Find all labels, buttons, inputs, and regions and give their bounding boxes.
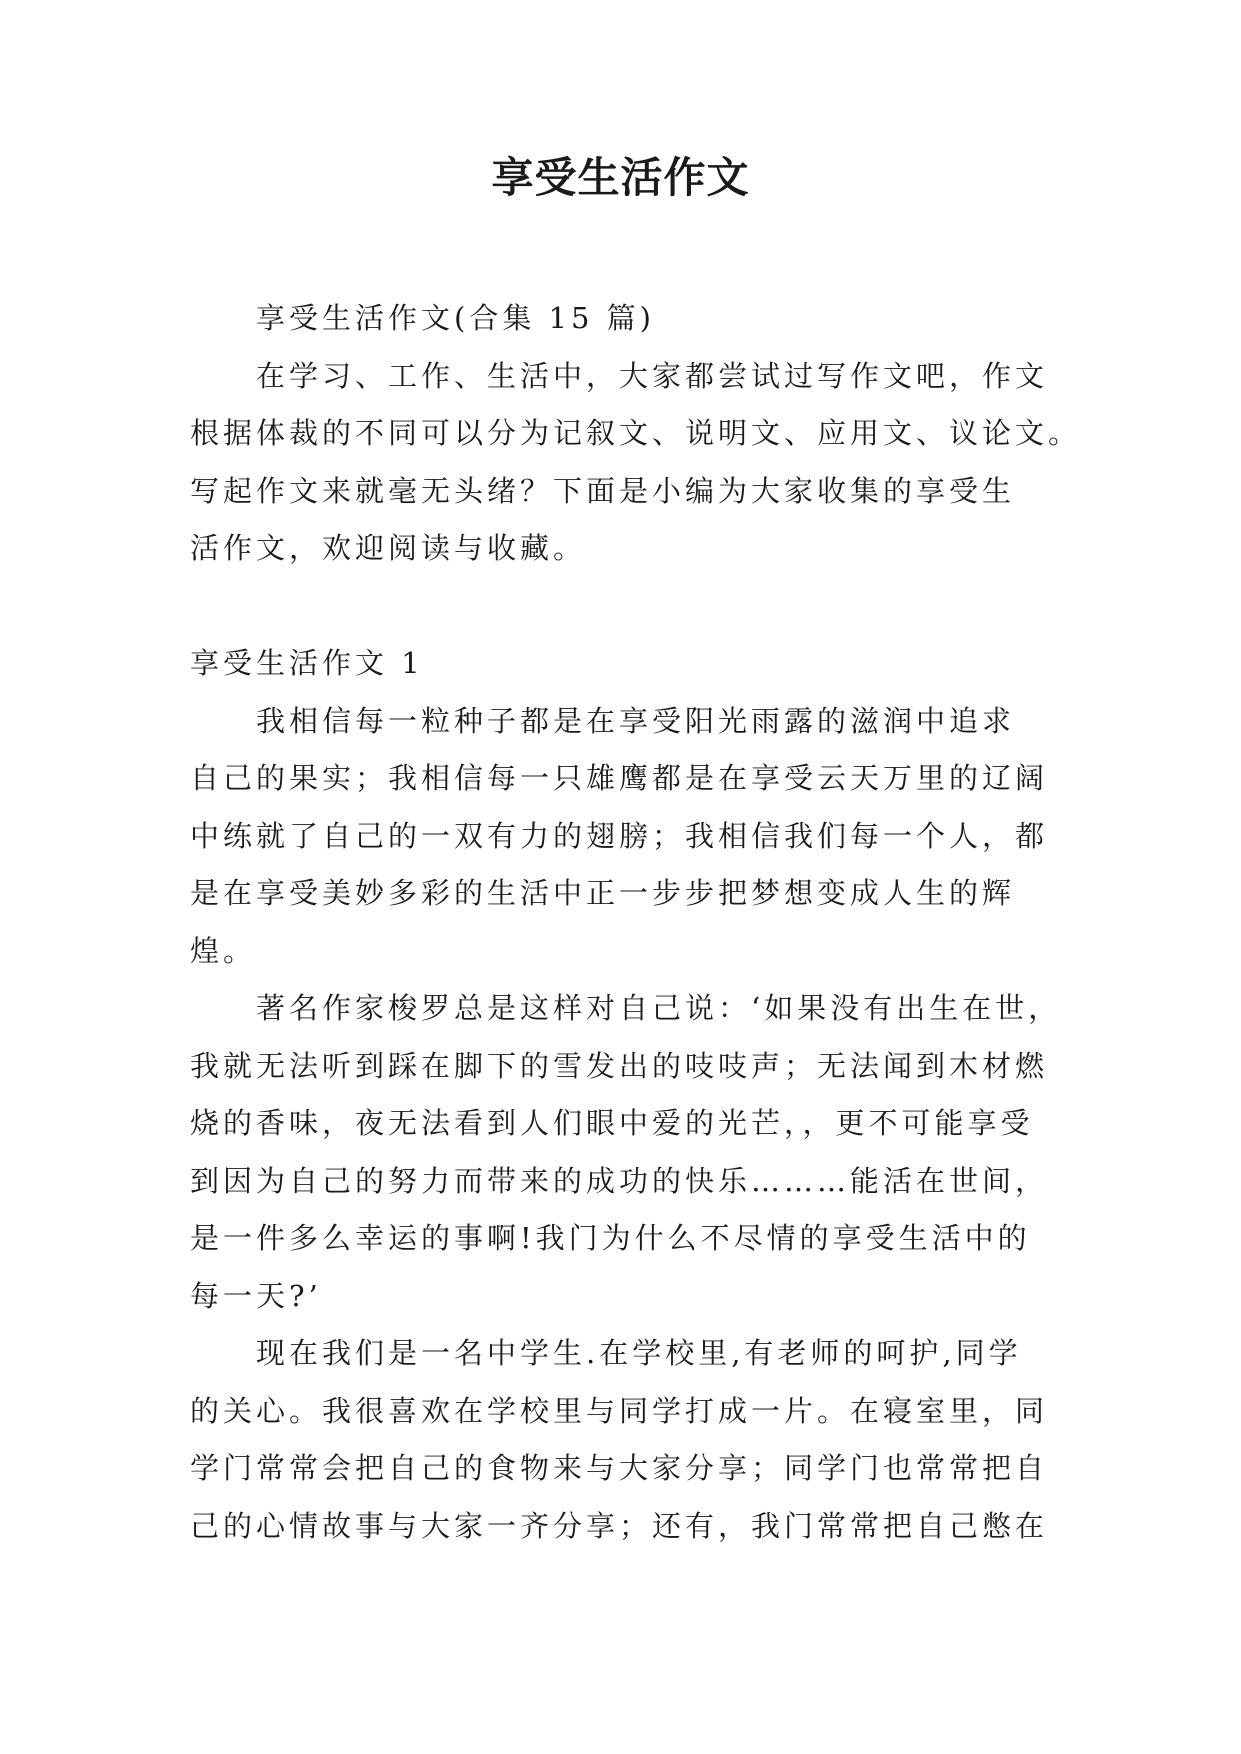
text-line: 到因为自己的努力而带来的成功的快乐………能活在世间， [190, 1163, 1049, 1198]
document-title: 享受生活作文 [491, 153, 750, 202]
text-line: 在学习、工作、生活中，大家都尝试过写作文吧，作文 [256, 358, 1049, 393]
text-line: 煌。 [190, 933, 257, 968]
section1-paragraph-1 [190, 693, 1052, 981]
text-line: 中练就了自己的一双有力的翅膀；我相信我们每一个人，都 [190, 818, 1049, 853]
text-line: 的关心。我很喜欢在学校里与同学打成一片。在寝室里，同 [190, 1393, 1049, 1428]
text-line: 我就无法听到踩在脚下的雪发出的吱吱声；无法闻到木材燃 [190, 1048, 1049, 1083]
paragraph-gap [190, 578, 1052, 636]
intro-paragraph [190, 348, 1082, 578]
text-line: 己的心情故事与大家一齐分享；还有，我门常常把自己憋在 [190, 1508, 1049, 1543]
text-line: 是在享受美妙多彩的生活中正一步步把梦想变成人生的辉 [190, 876, 1016, 910]
document-body [190, 290, 1082, 1555]
document-subtitle: 享受生活作文(合集 15 篇) [256, 301, 655, 335]
text-line: 我相信每一粒种子都是在享受阳光雨露的滋润中追求 [256, 703, 1016, 738]
text-line: 自己的果实；我相信每一只雄鹰都是在享受云天万里的辽阔 [190, 761, 1049, 795]
section-heading: 享受生活作文 1 [190, 646, 424, 680]
text-line: 烧的香味，夜无法看到人们眼中爱的光芒，，更不可能享受 [190, 1106, 1034, 1140]
text-line: 是一件多么幸运的事啊!我门为什么不尽情的享受生活中的 [190, 1221, 1031, 1255]
section1-paragraph-2 [190, 980, 1062, 1325]
text-line: 每一天?’ [190, 1278, 322, 1313]
text-line: 现在我们是一名中学生.在学校里,有老师的呵护,同学 [256, 1336, 1022, 1370]
text-line: 写起作文来就毫无头绪？下面是小编为大家收集的享受生 [190, 473, 1016, 508]
text-line: 著名作家梭罗总是这样对自己说：‘如果没有出生在世， [256, 991, 1062, 1025]
section1-paragraph-3 [190, 1325, 1052, 1555]
text-line: 活作文，欢迎阅读与收藏。 [190, 531, 587, 565]
text-line: 学门常常会把自己的食物来与大家分享；同学门也常常把自 [190, 1451, 1049, 1485]
text-line: 根据体裁的不同可以分为记叙文、说明文、应用文、议论文。 [190, 416, 1082, 450]
